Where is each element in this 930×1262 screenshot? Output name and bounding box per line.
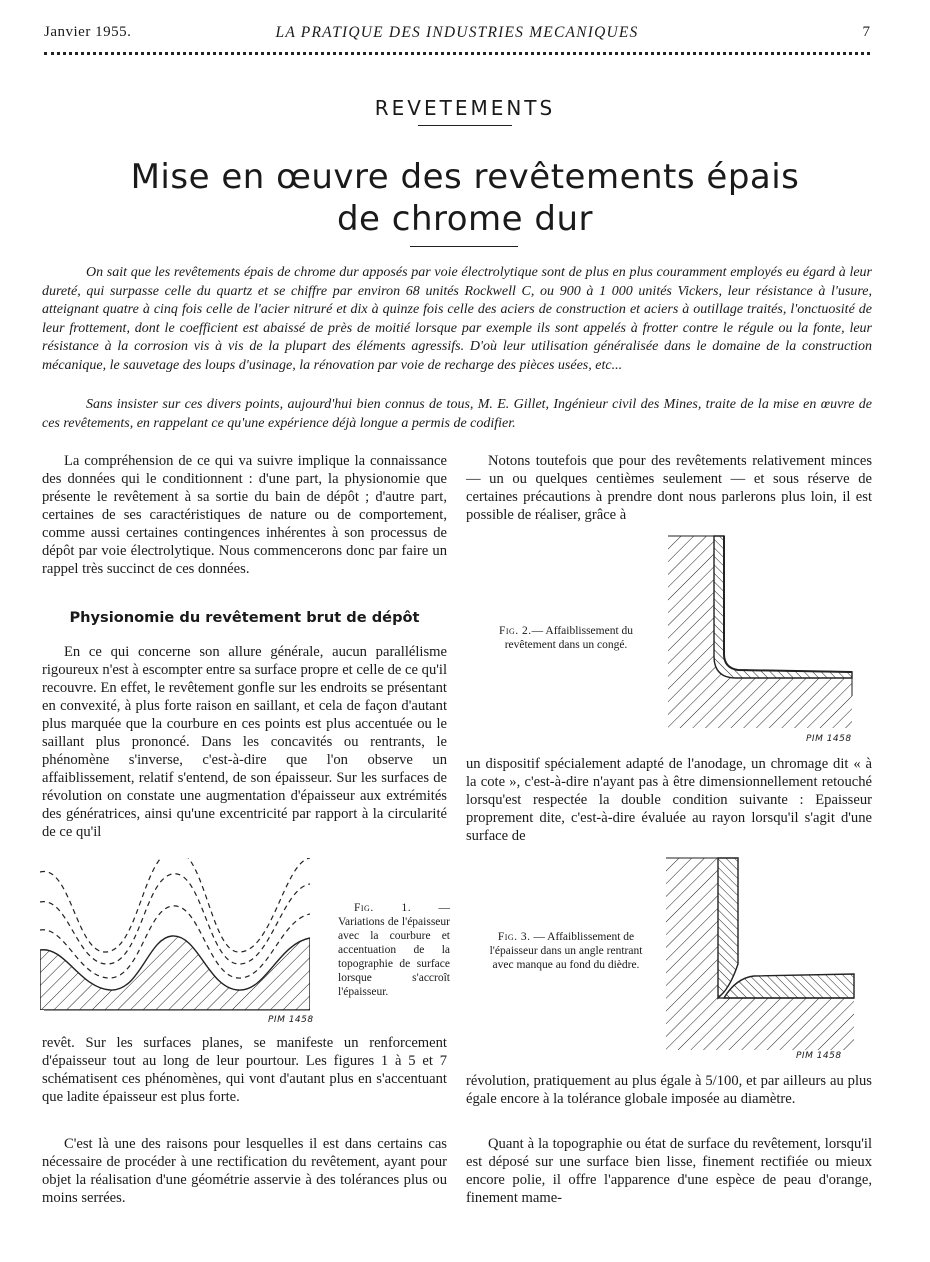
figure-2-reference: PIM 1458 bbox=[806, 734, 852, 744]
figure-1-caption-text: — Variations de l'épaisseur avec la courbure et accentuation de la topographie de surface lorsque s'accroît l'épaisseur. bbox=[338, 902, 450, 998]
lead-paragraph-1: On sait que les revêtements épais de chrome dur apposés par voie électrolytique sont de plus en plus couramment employés eu égard à leur dureté, qui surpasse celle du quartz et se chiffre par environ 68 unités Rockwell C, ou 900 à 1 000 unités Vickers, leur résistance à l'usure, atteignant quatre à cinq fois celle de l'acier nitruré et dix à quinze fois celle des aciers de construction et aciers à outillage traités, l'onctuosité de leur frottement, dont le coefficient est abaissé de près de moitié lorsque par exemple ils sont appelés à frotter contre le régule ou la fonte, leur résistance à la corrosion vis à vis de la plupart des éléments agressifs. D'où leur utilisation généralisée dans le domaine de la construction mécanique, le sauvetage des loups d'usinage, la rénovation par voie de recharge des pièces usées, etc... bbox=[42, 265, 872, 373]
section-heading: REVETEMENTS bbox=[374, 96, 556, 120]
figure-3-reference: PIM 1458 bbox=[796, 1051, 842, 1061]
right-paragraph-1: Notons toutefois que pour des revêtements relativement minces — un ou quelques centièmes seulement — et sous réserve de certaines précautions à prendre dont nous parlerons plus loin, il est possible de réaliser, grâce à bbox=[466, 453, 872, 523]
figure-1-diagram bbox=[40, 858, 330, 1028]
header-dotted-rule bbox=[44, 52, 870, 55]
section-rule bbox=[418, 125, 512, 126]
figure-3-diagram bbox=[666, 858, 856, 1054]
figure-1-label: Fig. 1. bbox=[354, 902, 412, 914]
title-rule bbox=[410, 246, 518, 247]
page-number: 7 bbox=[862, 24, 870, 40]
issue-date: Janvier 1955. bbox=[44, 24, 132, 40]
left-paragraph-2: En ce qui concerne son allure générale, aucun parallélisme rigoureux n'est à escompter entre sa surface propre et celle de ce qu'il recouvre. En effet, le revêtement gonfle sur les endroits se présentant en convexité, à plus forte raison en saillant, et cela de façon d'autant plus marquée que la courbure en ces points est plus accentuée ou le saillant plus prononcé. Dans les concavités ou rentrants, le phénomène s'inverse, c'est-à-dire que l'on observe un affaiblissement, relatif s'entend, de son épaisseur. Sur les surfaces de révolution on constate une augmentation d'épaisseur aux extrémités des génératrices, ainsi qu'une excentricité par rapport à la circularité de ce qu'il bbox=[42, 644, 447, 840]
left-paragraph-3: revêt. Sur les surfaces planes, se manifeste un renforcement d'épaisseur tout au long de leur pourtour. Les figures 1 à 5 et 7 schématisent ces phénomènes, qui vont d'autant plus en s'accentuant que ladite épaisseur est plus forte. bbox=[42, 1035, 447, 1105]
title-line-2: de chrome dur bbox=[336, 199, 594, 239]
right-paragraph-4: Quant à la topographie ou état de surface du revêtement, lorsqu'il est déposé sur une surface bien lisse, finement rectifiée ou mieux encore polie, il offre l'apparence d'une espèce de peau d'orange, finement mame- bbox=[466, 1136, 872, 1206]
right-paragraph-3: révolution, pratiquement au plus égale à 5/100, et par ailleurs au plus égale encore à la tolérance globale imposée au diamètre. bbox=[466, 1073, 872, 1107]
figure-2-caption-text: — Affaiblissement du revêtement dans un congé. bbox=[504, 625, 634, 651]
figure-3-caption-text: — Affaiblissement de l'épaisseur dans un angle rentrant avec manque au fond du dièdre. bbox=[489, 931, 643, 971]
figure-1-caption bbox=[338, 901, 450, 999]
running-header bbox=[44, 24, 870, 44]
figure-2-caption bbox=[484, 624, 648, 652]
title-line-1: Mise en œuvre des revêtements épais bbox=[130, 157, 800, 197]
right-paragraph-2: un dispositif spécialement adapté de l'anodage, un chromage dit « à la cote », c'est-à-dire n'ayant pas à être dimensionnellement retouché lorsqu'est respectée la double condition suivante : Epaisseur proprement dite, c'est-à-dire évaluée au rayon lorsqu'il s'agit d'une surface de bbox=[466, 756, 872, 844]
figure-2-label: Fig. 2. bbox=[498, 625, 532, 637]
left-paragraph-4: C'est là une des raisons pour lesquelles il est dans certains cas nécessaire de procéder à une rectification du revêtement, ayant pour objet la réalisation d'une géométrie asservie à des tolérances plus ou moins serrées. bbox=[42, 1136, 447, 1206]
figure-2-diagram bbox=[668, 536, 854, 736]
figure-1-reference: PIM 1458 bbox=[268, 1015, 314, 1025]
journal-title: LA PRATIQUE DES INDUSTRIES MECANIQUES bbox=[275, 24, 639, 41]
lead-paragraph-2: Sans insister sur ces divers points, aujourd'hui bien connus de tous, M. E. Gillet, Ingénieur civil des Mines, traite de la mise en œuvre de ces revêtements, en rappelant ce qu'une expérience déjà longue a permis de codifier. bbox=[42, 397, 872, 431]
left-paragraph-1: La compréhension de ce qui va suivre implique la connaissance des données qui le conditionnent : d'une part, la physionomie que présente le revêtement à sa sortie du bain de dépôt ; d'autre part, certaines de ses caractéristiques de nature ou de comportement, comme aussi certaines contingences inhérentes à son processus de dépôt par voie électrolytique. Nous commencerons donc par faire un rappel très succinct de ces données. bbox=[42, 453, 447, 577]
figure-3-label: Fig. 3. bbox=[497, 931, 531, 943]
subheading: Physionomie du revêtement brut de dépôt bbox=[69, 609, 420, 626]
article-title bbox=[80, 156, 850, 240]
figure-3-caption bbox=[482, 930, 650, 972]
